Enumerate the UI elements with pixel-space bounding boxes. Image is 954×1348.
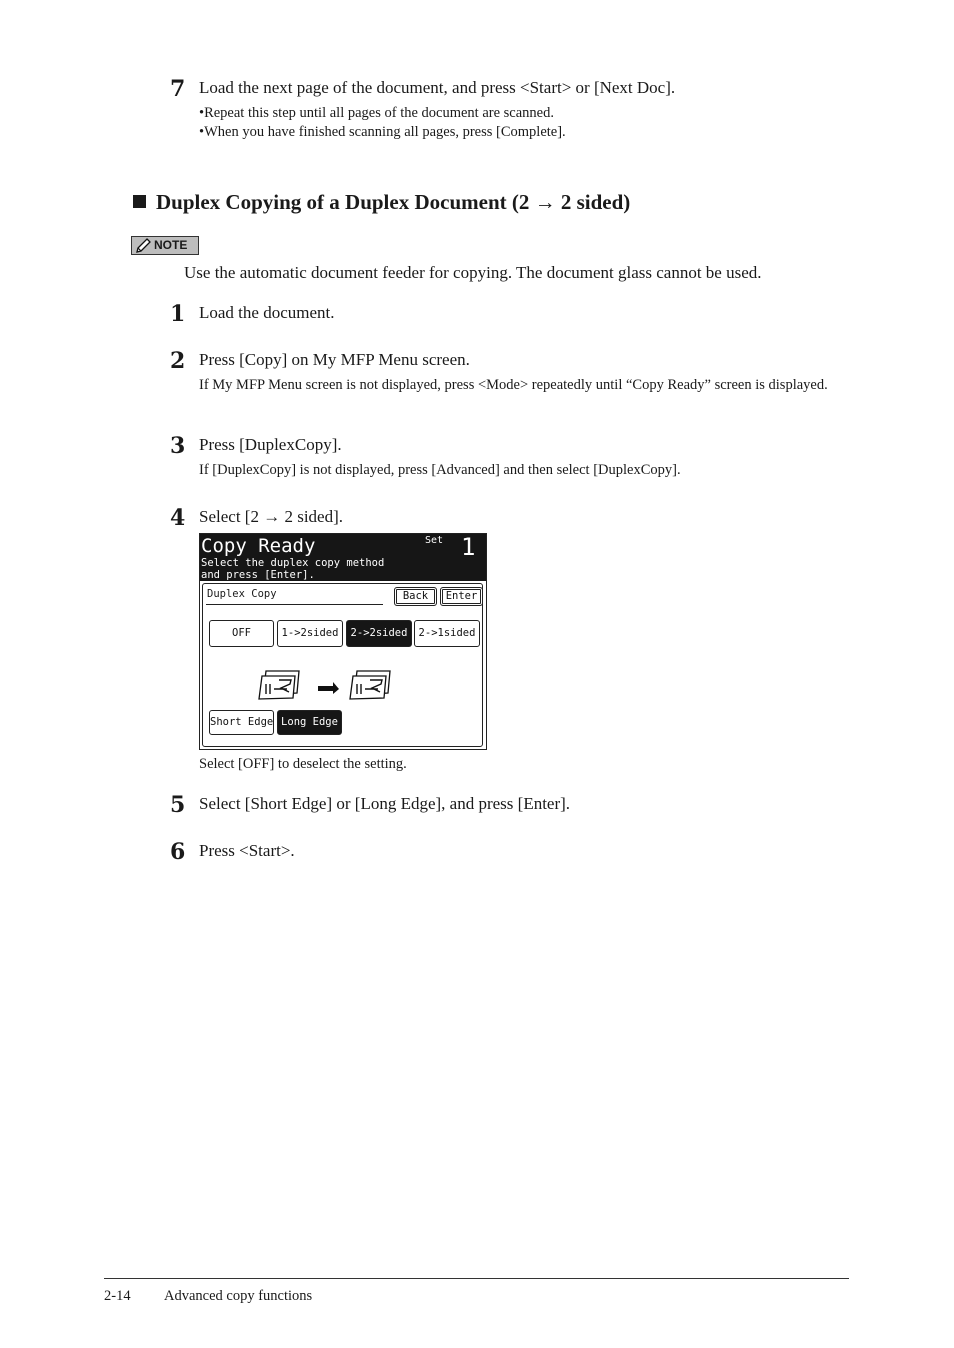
step-6-number: 6 xyxy=(170,839,186,865)
note-label: NOTE xyxy=(154,238,188,252)
bullet-text: When you have finished scanning all pages, press [Complete]. xyxy=(204,124,566,140)
arrow-right-icon xyxy=(318,682,339,694)
note-badge xyxy=(131,236,199,255)
set-label: Set xyxy=(425,535,444,546)
mode-1-to-2-sided-button[interactable]: 1->2sided xyxy=(277,620,343,647)
field-label: Duplex Copy xyxy=(207,588,277,600)
bullet-text: Repeat this step until all pages of the document are scanned. xyxy=(204,105,554,121)
step-6-text: Press <Start>. xyxy=(199,841,295,860)
step-7-bullet-2: •When you have finished scanning all pages, press [Complete]. xyxy=(199,124,566,140)
chapter-title: Advanced copy functions xyxy=(164,1288,313,1304)
square-bullet-icon xyxy=(133,195,146,208)
step-4-subtext: Select [OFF] to deselect the setting. xyxy=(199,756,407,772)
step-5-number: 5 xyxy=(170,792,186,818)
footer-rule xyxy=(104,1278,849,1279)
step-3-subtext: If [DuplexCopy] is not displayed, press [Advanced] and then select [DuplexCopy]. xyxy=(199,462,681,478)
mode-2-to-1-sided-button[interactable]: 2->1sided xyxy=(414,620,480,647)
step-7-bullet-1: •Repeat this step until all pages of the document are scanned. xyxy=(199,105,554,121)
set-count: 1 xyxy=(461,533,476,561)
duplex-document-illustration xyxy=(257,668,397,700)
step-2-text: Press [Copy] on My MFP Menu screen. xyxy=(199,350,470,369)
step-3-number: 3 xyxy=(170,433,186,459)
page-number: 2-14 xyxy=(104,1288,131,1304)
long-edge-button[interactable]: Long Edge xyxy=(277,710,342,735)
mode-off-button[interactable]: OFF xyxy=(209,620,274,647)
section-title: Duplex Copying of a Duplex Document (2 → 2 sided) xyxy=(156,190,631,214)
step-2-number: 2 xyxy=(170,348,186,374)
copy-ready-screen xyxy=(199,533,487,750)
short-edge-button[interactable]: Short Edge xyxy=(209,710,274,735)
step-5-text: Select [Short Edge] or [Long Edge], and press [Enter]. xyxy=(199,794,571,813)
step-4-text: Select [2 → 2 sided]. xyxy=(199,507,343,526)
step-2-subtext: If My MFP Menu screen is not displayed, press <Mode> repeatedly until “Copy Ready” screen is displayed. xyxy=(199,377,828,393)
step-1-text: Load the document. xyxy=(199,303,335,322)
step-1-number: 1 xyxy=(170,301,186,327)
pencil-icon xyxy=(136,238,151,253)
section-heading xyxy=(133,189,630,215)
field-underline xyxy=(206,604,383,605)
step-7-text: Load the next page of the document, and press <Start> or [Next Doc]. xyxy=(199,78,676,97)
mode-2-to-2-sided-button[interactable]: 2->2sided xyxy=(346,620,412,647)
screen-subtitle-2: and press [Enter]. xyxy=(201,569,315,581)
back-button[interactable]: Back xyxy=(394,587,437,606)
screen-header xyxy=(200,534,486,581)
step-3-text: Press [DuplexCopy]. xyxy=(199,435,342,454)
enter-button[interactable]: Enter xyxy=(440,587,483,606)
duplex-copy-panel xyxy=(202,583,483,747)
step-7-number: 7 xyxy=(170,76,186,102)
screen-subtitle-1: Select the duplex copy method xyxy=(201,557,385,569)
step-4-number: 4 xyxy=(170,505,186,531)
screen-title: Copy Ready xyxy=(201,535,316,557)
note-text: Use the automatic document feeder for copying. The document glass cannot be used. xyxy=(184,263,762,282)
